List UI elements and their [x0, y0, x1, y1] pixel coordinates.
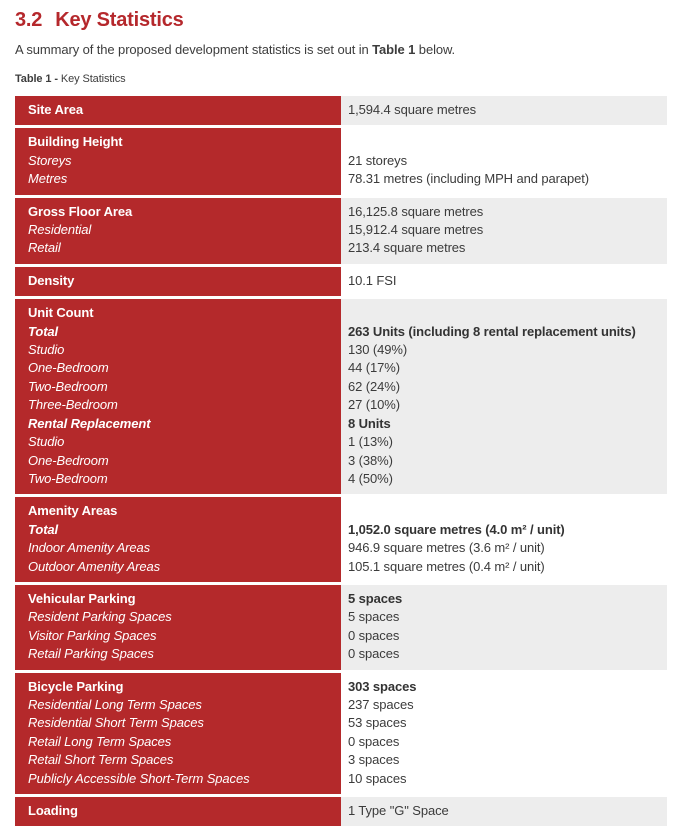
row-value: 1,052.0 square metres (4.0 m² / unit): [348, 521, 565, 537]
intro-table-ref: Table 1: [372, 42, 416, 57]
intro-text-pre: A summary of the proposed development statistics is set out in: [15, 42, 373, 57]
row-label: Vehicular Parking: [28, 590, 136, 606]
row-value: 4 (50%): [348, 470, 393, 486]
table-section: [15, 585, 667, 670]
table-caption-label: Table 1 -: [15, 73, 61, 85]
row-label: Density: [28, 272, 75, 288]
row-value: 0 spaces: [348, 646, 400, 662]
row-label: Site Area: [28, 102, 83, 117]
row-label: Indoor Amenity Areas: [28, 540, 151, 556]
row-label: Residential: [28, 222, 92, 238]
value-column-cell: [341, 673, 667, 794]
row-label: Two-Bedroom: [28, 378, 108, 394]
intro-text-post: below.: [415, 42, 456, 57]
value-column-cell: [341, 96, 667, 125]
value-column-cell: [341, 299, 667, 494]
row-label: Retail: [28, 240, 61, 256]
row-label: Total: [28, 521, 59, 537]
row-label: Unit Count: [28, 305, 94, 321]
value-column-cell: [341, 128, 667, 194]
label-column-cell: [15, 198, 341, 264]
row-value: 303 spaces: [348, 678, 417, 694]
row-label: Publicly Accessible Short-Term Spaces: [28, 770, 250, 786]
section-number: 3.2: [15, 9, 43, 31]
row-value: 27 (10%): [348, 397, 400, 413]
label-column-cell: [15, 497, 341, 582]
page-title: [15, 9, 669, 32]
row-value: 1,594.4 square metres: [348, 102, 476, 117]
row-label: Total: [28, 323, 59, 339]
row-label: Bicycle Parking: [28, 678, 124, 694]
row-value: 105.1 square metres (0.4 m² / unit): [348, 558, 545, 574]
table-section: [15, 673, 667, 794]
table-caption: [15, 73, 669, 85]
row-label: Two-Bedroom: [28, 470, 108, 486]
row-value: 0 spaces: [348, 627, 400, 643]
row-label: Storeys: [28, 152, 72, 168]
row-label: One-Bedroom: [28, 360, 109, 376]
row-value: 16,125.8 square metres: [348, 203, 484, 219]
row-value: 237 spaces: [348, 696, 414, 712]
table-section: [15, 797, 667, 826]
row-value: 1 (13%): [348, 434, 393, 450]
row-value: [341, 502, 667, 520]
value-column-cell: [341, 797, 667, 826]
row-value: 1 Type "G" Space: [348, 803, 449, 818]
table-caption-title: Key Statistics: [60, 73, 126, 85]
row-label: Visitor Parking Spaces: [28, 627, 157, 643]
label-column-cell: [15, 96, 341, 125]
row-value: [341, 133, 667, 151]
key-statistics-table: [15, 96, 667, 826]
row-label: Loading: [28, 803, 78, 818]
row-label: Resident Parking Spaces: [28, 609, 172, 625]
label-column-cell: [15, 299, 341, 494]
row-value: 0 spaces: [348, 733, 400, 749]
row-value: 10 spaces: [348, 770, 407, 786]
row-label: Retail Long Term Spaces: [28, 733, 172, 749]
row-value: 130 (49%): [348, 342, 408, 358]
row-label: Retail Parking Spaces: [28, 646, 154, 662]
row-value: 10.1 FSI: [348, 272, 397, 288]
row-label: Outdoor Amenity Areas: [28, 558, 161, 574]
intro-paragraph: [15, 42, 669, 58]
label-column-cell: [15, 128, 341, 194]
row-label: Gross Floor Area: [28, 203, 133, 219]
value-column-cell: [341, 267, 667, 296]
row-label: Metres: [28, 171, 68, 187]
label-column-cell: [15, 585, 341, 670]
table-section: [15, 96, 667, 125]
value-column-cell: [341, 585, 667, 670]
value-column-cell: [341, 198, 667, 264]
row-value: 946.9 square metres (3.6 m² / unit): [348, 540, 545, 556]
row-value: 8 Units: [348, 415, 391, 431]
row-label: Building Height: [28, 134, 123, 150]
row-label: Retail Short Term Spaces: [28, 752, 174, 768]
table-section: [15, 299, 667, 494]
table-section: [15, 497, 667, 582]
row-label: One-Bedroom: [28, 452, 109, 468]
row-value: 15,912.4 square metres: [348, 222, 484, 238]
row-value: 53 spaces: [348, 715, 407, 731]
value-column-cell: [341, 497, 667, 582]
row-value: 5 spaces: [348, 590, 403, 606]
table-section: [15, 128, 667, 194]
row-value: 263 Units (including 8 rental replacement units): [348, 323, 636, 339]
row-value: 3 spaces: [348, 752, 400, 768]
row-value: 3 (38%): [348, 452, 393, 468]
row-value: 21 storeys: [348, 152, 407, 168]
section-title: Key Statistics: [55, 9, 184, 31]
row-label: Studio: [28, 342, 65, 358]
row-label: Amenity Areas: [28, 503, 118, 519]
table-section: [15, 198, 667, 264]
label-column-cell: [15, 673, 341, 794]
row-value: 5 spaces: [348, 609, 400, 625]
row-value: [341, 304, 667, 322]
row-label: Three-Bedroom: [28, 397, 118, 413]
row-label: Rental Replacement: [28, 415, 151, 431]
row-label: Residential Long Term Spaces: [28, 696, 202, 712]
row-value: 62 (24%): [348, 378, 400, 394]
table-section: [15, 267, 667, 296]
row-label: Studio: [28, 434, 65, 450]
row-value: 213.4 square metres: [348, 240, 466, 256]
row-label: Residential Short Term Spaces: [28, 715, 204, 731]
label-column-cell: [15, 267, 341, 296]
label-column-cell: [15, 797, 341, 826]
row-value: 78.31 metres (including MPH and parapet): [348, 171, 589, 187]
row-value: 44 (17%): [348, 360, 400, 376]
